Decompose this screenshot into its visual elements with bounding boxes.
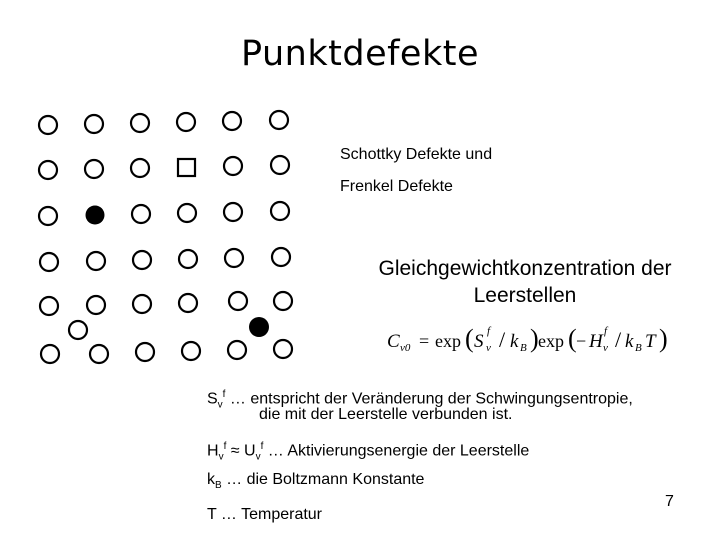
definition-kb	[207, 469, 424, 496]
formula-slash1: /	[499, 327, 506, 352]
lattice-atom	[133, 295, 151, 313]
kb-sub: B	[215, 480, 222, 492]
lattice-atom	[39, 161, 57, 179]
page-number: 7	[665, 493, 674, 510]
lattice-atom	[224, 203, 242, 221]
formula-k2: k	[625, 331, 634, 352]
sv-sub: v	[217, 399, 223, 411]
sv-text: … entspricht der Veränderung der Schwingungsentropie,	[225, 390, 633, 408]
formula-k1: k	[510, 331, 519, 352]
formula-equals: =	[419, 331, 430, 351]
lattice-atom	[225, 249, 243, 267]
lattice-atom	[131, 159, 149, 177]
lattice-atom	[223, 112, 241, 130]
lattice-atom	[131, 114, 149, 132]
formula-k2-sub: B	[635, 342, 642, 354]
lattice-atom	[229, 292, 247, 310]
formula-exp1: exp	[435, 331, 461, 351]
definition-hv	[207, 436, 529, 468]
lattice-atom	[90, 345, 108, 363]
uv-sup: f	[260, 441, 264, 452]
lattice-atom	[39, 116, 57, 134]
formula-k1-sub: B	[520, 342, 527, 354]
lattice-atom	[85, 115, 103, 133]
formula-s-sup: f	[487, 325, 491, 337]
lattice-atom	[177, 113, 195, 131]
formula-paren-open2: (	[568, 324, 577, 353]
formula-s: S	[474, 331, 484, 352]
equilibrium-heading-line1: Gleichgewichtkonzentration der	[378, 257, 672, 280]
lattice-atom	[85, 160, 103, 178]
crystal-lattice-diagram	[0, 0, 330, 380]
definition-temperature: T … Temperatur	[207, 506, 323, 523]
vacancy-concentration-formula	[385, 320, 675, 360]
hv-sub: v	[218, 451, 224, 463]
filled-defect-atom	[249, 317, 269, 337]
slide-title: Punktdefekte	[241, 34, 479, 74]
formula-paren-close1: )	[530, 324, 539, 353]
formula-h-sup: f	[604, 325, 608, 337]
lattice-atom	[272, 248, 290, 266]
formula-h: H	[589, 331, 603, 352]
lattice-atom	[179, 250, 197, 268]
lattice-atom	[39, 207, 57, 225]
formula-slash2: /	[615, 327, 622, 352]
formula-minus: −	[576, 331, 587, 351]
lattice-atom	[274, 292, 292, 310]
sv-symbol: S	[207, 390, 218, 408]
equilibrium-heading-line2: Leerstellen	[473, 284, 577, 307]
hv-text: … Aktivierungsenergie der Leerstelle	[263, 442, 530, 460]
lattice-atom	[270, 111, 288, 129]
formula-paren-close2: )	[659, 324, 668, 353]
lattice-atom	[40, 297, 58, 315]
formula-exp2: exp	[538, 331, 564, 351]
kb-text: … die Boltzmann Konstante	[221, 471, 425, 488]
lattice-atom	[179, 294, 197, 312]
formula-h-sub: v	[603, 342, 608, 354]
lattice-atom	[274, 340, 292, 358]
equilibrium-heading	[350, 255, 700, 309]
formula-t: T	[645, 331, 656, 352]
lattice-atom	[182, 342, 200, 360]
schottky-label: Schottky Defekte und	[340, 146, 493, 163]
lattice-atom	[271, 202, 289, 220]
lattice-atom	[228, 341, 246, 359]
hv-approx: ≈ U	[226, 442, 256, 460]
definition-sv-continued: die mit der Leerstelle verbunden ist.	[259, 406, 513, 423]
formula-paren-open1: (	[465, 324, 474, 353]
lattice-atom	[87, 252, 105, 270]
lattice-atom	[224, 157, 242, 175]
frenkel-label: Frenkel Defekte	[340, 178, 453, 195]
lattice-atom	[136, 343, 154, 361]
lattice-atom	[132, 205, 150, 223]
lattice-atom	[133, 251, 151, 269]
formula-c: C	[387, 331, 400, 352]
sv-sup: f	[222, 389, 226, 400]
formula-c-sub: v0	[400, 342, 411, 354]
filled-defect-atom	[86, 206, 105, 225]
lattice-atom	[271, 156, 289, 174]
vacancy-square	[178, 159, 195, 176]
interstitial-atom	[69, 321, 87, 339]
lattice-atom	[40, 253, 58, 271]
hv-sup: f	[223, 441, 227, 452]
kb-symbol: k	[207, 471, 215, 488]
lattice-atom	[41, 345, 59, 363]
formula-s-sub: v	[486, 342, 491, 354]
lattice-atom	[178, 204, 196, 222]
lattice-atom	[87, 296, 105, 314]
hv-symbol: H	[207, 442, 219, 460]
uv-sub: v	[255, 451, 261, 463]
